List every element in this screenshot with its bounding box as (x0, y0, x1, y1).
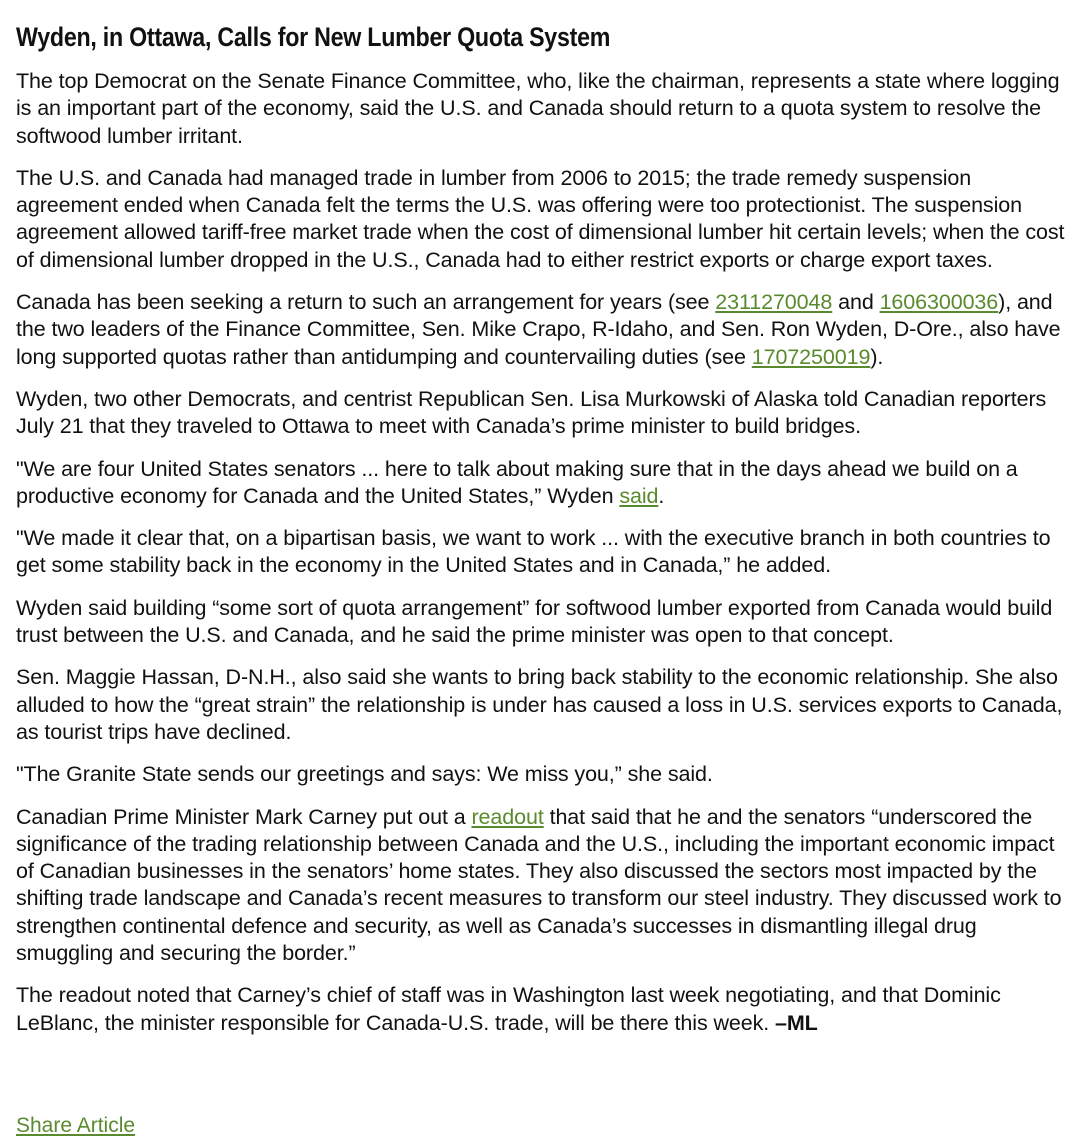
paragraph-9: "The Granite State sends our greetings and says: We miss you,” she said. (16, 762, 713, 787)
paragraph-6: "We made it clear that, on a bipartisan basis, we want to work ... with the executive branch in both countries to get some stability back in the economy in the United States and in Canada,” he added. (16, 526, 1051, 578)
author-signature: –ML (775, 1010, 818, 1035)
paragraph-5-text-a: "We are four United States senators ... here to talk about making sure that in the days ahead we build on a productive economy for Canada and the United States,” Wyden (16, 456, 1018, 508)
link-readout[interactable]: readout (471, 804, 544, 829)
link-2311270048[interactable]: 2311270048 (715, 290, 833, 315)
link-1606300036[interactable]: 1606300036 (879, 290, 999, 315)
paragraph-10-text-a: Canadian Prime Minister Mark Carney put out a (16, 804, 472, 829)
article (16, 18, 1066, 1052)
paragraph-10 (16, 804, 1066, 968)
paragraph-5 (16, 456, 1066, 511)
link-1707250019[interactable]: 1707250019 (751, 344, 871, 369)
article-title: Wyden, in Ottawa, Calls for New Lumber Quota System (16, 22, 611, 52)
paragraph-3-text-d: ). (870, 344, 884, 369)
paragraph-3 (16, 289, 1066, 371)
paragraph-11 (16, 982, 1066, 1037)
paragraph-3-text-a: Canada has been seeking a return to such an arrangement for years (see (16, 290, 716, 315)
share-article-link[interactable]: Share Article (16, 1114, 136, 1137)
paragraph-8: Sen. Maggie Hassan, D-N.H., also said she wants to bring back stability to the economic relationship. She also alluded to how the “great strain” the relationship is under has caused a loss in U.S. services exports to Canada, as tourist trips have declined. (16, 665, 1063, 744)
paragraph-5-text-b: . (658, 483, 665, 508)
link-said[interactable]: said (619, 483, 659, 508)
paragraph-2: The U.S. and Canada had managed trade in lumber from 2006 to 2015; the trade remedy suspension agreement ended when Canada felt the terms the U.S. was offering were too protectionist. The suspension agreement allowed tariff-free market trade when the cost of dimensional lumber hit certain levels; when the cost of dimensional lumber dropped in the U.S., Canada had to either restrict exports or charge export taxes. (16, 165, 1065, 272)
paragraph-3-text-b: and (832, 290, 880, 315)
paragraph-3-text-c: ), and the two leaders of the Finance Committee, Sen. Mike Crapo, R-Idaho, and Sen. Ron Wyden, D-Ore., also have long supported quotas rather than antidumping and countervailing duties (see (16, 290, 1061, 369)
paragraph-4: Wyden, two other Democrats, and centrist Republican Sen. Lisa Murkowski of Alaska told Canadian reporters July 21 that they traveled to Ottawa to meet with Canada’s prime minister to build bridges. (16, 386, 1047, 439)
paragraph-11-text: The readout noted that Carney’s chief of staff was in Washington last week negotiating, and that Dominic LeBlanc, the minister responsible for Canada-U.S. trade, will be there this week. (16, 983, 1001, 1035)
paragraph-1: The top Democrat on the Senate Finance Committee, who, like the chairman, represents a state where logging is an important part of the economy, said the U.S. and Canada should return to a quota system to resolve the softwood lumber irritant. (16, 69, 1060, 148)
paragraph-7: Wyden said building “some sort of quota arrangement” for softwood lumber exported from Canada would build trust between the U.S. and Canada, and he said the prime minister was open to that concept. (16, 595, 1053, 648)
paragraph-10-text-b: that said that he and the senators “underscored the significance of the trading relationship between Canada and the U.S., including the important economic impact of Canadian businesses in the senators’ home states. They also discussed the sectors most impacted by the shifting trade landscape and Canada’s recent measures to transform our steel industry. They discussed work to strengthen continental defence and security, as well as Canada’s successes in dismantling illegal drug smuggling and securing the border.” (16, 804, 1062, 966)
